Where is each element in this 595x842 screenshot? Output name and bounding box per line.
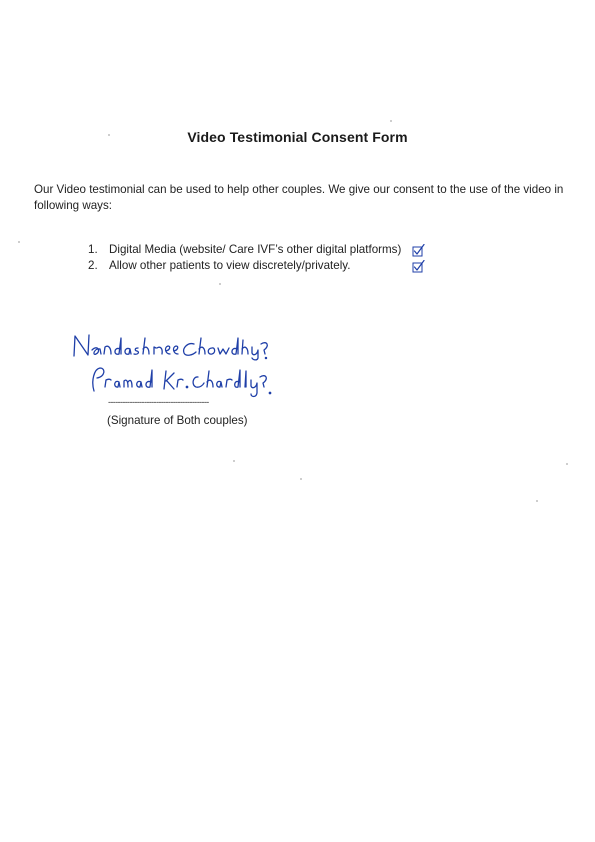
item-number: 1. xyxy=(88,243,98,256)
checkbox-checked-icon[interactable] xyxy=(412,244,425,257)
scan-speck xyxy=(18,241,20,243)
signature-caption: (Signature of Both couples) xyxy=(107,414,248,427)
item-text: Allow other patients to view discretely/privately. xyxy=(109,259,351,272)
scan-speck xyxy=(566,463,568,465)
list-item xyxy=(88,242,448,258)
handwritten-signature-2 xyxy=(88,363,273,401)
list-item xyxy=(88,258,448,274)
scan-speck xyxy=(219,283,221,285)
consent-list xyxy=(88,242,448,274)
intro-paragraph: Our Video testimonial can be used to help other couples. We give our consent to the use of the video in following ways: xyxy=(34,183,564,212)
scan-speck xyxy=(233,460,235,462)
scan-speck xyxy=(390,120,392,122)
handwritten-signature-1 xyxy=(70,330,270,362)
item-text: Digital Media (website/ Care IVF’s other digital platforms) xyxy=(109,243,402,256)
scan-speck xyxy=(108,134,110,136)
checkbox-checked-icon[interactable] xyxy=(412,260,425,273)
form-title: Video Testimonial Consent Form xyxy=(187,129,408,145)
signature-line: ------------------------------------------ xyxy=(108,397,209,407)
scan-speck xyxy=(300,478,302,480)
item-number: 2. xyxy=(88,259,98,272)
scan-speck xyxy=(536,500,538,502)
